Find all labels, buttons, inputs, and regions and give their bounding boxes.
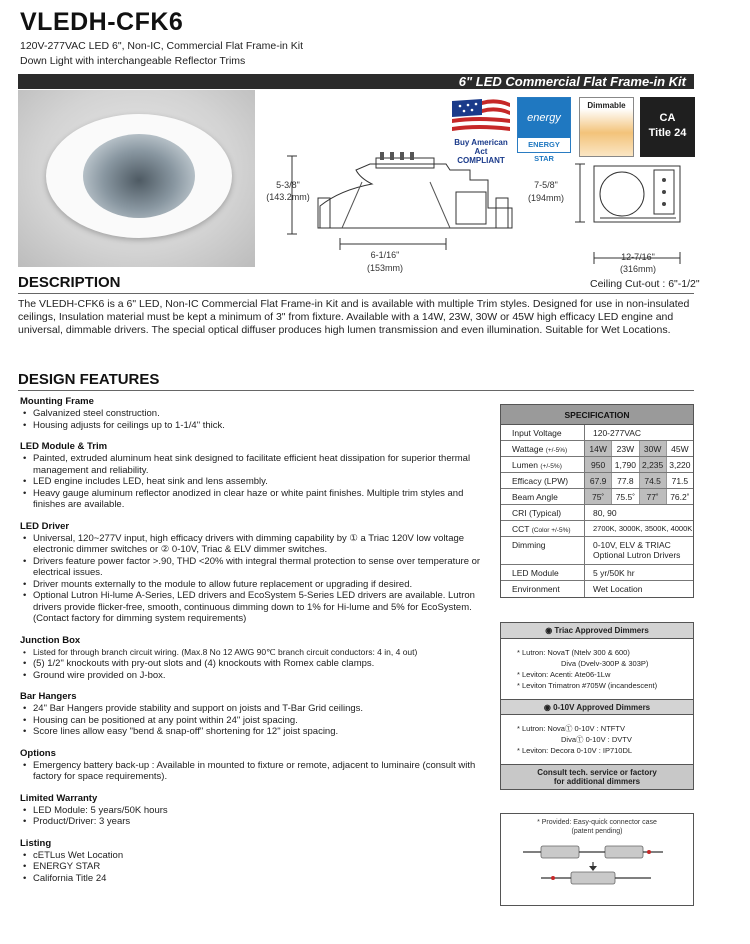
connector-box — [500, 813, 694, 906]
front-view-drawing — [280, 150, 520, 265]
spec-row-wattage — [501, 441, 693, 457]
features-list — [20, 396, 490, 894]
feature-item: • Universal, 120~277V input, high efficacy drivers with dimming capability by ① a Triac 120V low voltage electronic dimmer switches or ② 0-10V, Triac & ELV dimmer switches. — [20, 533, 490, 556]
height-dim-mm: (143.2mm) — [266, 192, 310, 202]
feature-item: • California Title 24 — [20, 873, 490, 885]
feature-group-items — [20, 805, 490, 828]
product-title: VLEDH-CFK6 — [20, 8, 184, 36]
side-width-dim-in: 12-7/16" — [621, 252, 655, 262]
dimmable-text: Dimmable — [587, 101, 626, 110]
features-rule — [18, 390, 694, 391]
spec-cell: 14W — [585, 441, 612, 456]
spec-row-dimming — [501, 537, 693, 565]
feature-group-items — [20, 850, 490, 885]
reflector-cone — [83, 134, 195, 218]
spec-cell: 1,790 — [612, 457, 639, 472]
feature-group-items — [20, 408, 490, 431]
dimmer-item: * Lutron: NovaT (Ntelv 300 & 600) — [517, 648, 630, 657]
spec-label-text: Wattage — [512, 444, 544, 454]
feature-group-title: LED Driver — [20, 520, 70, 532]
feature-group-title: Listing — [20, 837, 52, 849]
spec-label: Input Voltage — [501, 425, 585, 440]
spec-cell: 2,235 — [640, 457, 667, 472]
spec-cells — [585, 473, 693, 488]
consult-note — [501, 764, 693, 789]
spec-row-lumen — [501, 457, 693, 473]
spec-row-beam-angle — [501, 489, 693, 505]
spec-label-note: (Color +/-5%) — [531, 527, 571, 534]
spec-label: LED Module — [501, 565, 585, 580]
v10-dimmers-heading: ◉ 0-10V Approved Dimmers — [501, 699, 693, 715]
spec-label: Efficacy (LPW) — [501, 473, 585, 488]
triac-dimmers-list — [501, 639, 693, 699]
spec-label: Beam Angle — [501, 489, 585, 504]
spec-label: Dimming — [501, 537, 585, 564]
spec-cells — [585, 489, 693, 504]
feature-group-items — [20, 533, 490, 625]
us-flag-icon — [448, 97, 514, 133]
product-subtitle-1: 120V-277VAC LED 6", Non-IC, Commercial Flat Frame-in Kit — [20, 40, 304, 52]
width-dim-mm: (153mm) — [366, 263, 403, 273]
spec-row-led-module — [501, 565, 693, 581]
spec-cell: 77.8 — [612, 473, 639, 488]
spec-value: Wet Location — [593, 584, 643, 594]
feature-item: • Driver mounts externally to the module to allow future replacement or upgrading if desired. — [20, 579, 490, 591]
specification-table — [500, 404, 694, 598]
description-rule — [18, 293, 694, 294]
spec-row-input-voltage — [501, 425, 693, 441]
spec-label-note: (+/-5%) — [545, 447, 568, 454]
spec-row-efficacy — [501, 473, 693, 489]
spec-cell: 3,220 — [669, 460, 691, 470]
feature-item: • cETLus Wet Location — [20, 850, 490, 862]
feature-group-title: Mounting Frame — [20, 396, 94, 407]
spec-label: CRI (Typical) — [501, 505, 585, 520]
feature-item: • Score lines allow easy "bend & snap-off" shortening for 12" joist spacing. — [20, 726, 490, 738]
spec-label — [501, 441, 585, 456]
spec-label-text: CCT — [512, 524, 530, 534]
connector-note — [501, 814, 693, 836]
spec-label: Environment — [501, 581, 585, 597]
side-height-dim-in: 7-5/8" — [534, 180, 558, 190]
v10-dimmers-heading-text: 0-10V Approved Dimmers — [553, 703, 651, 712]
feature-group-items — [20, 647, 490, 682]
spec-value: 2700K, 3000K, 3500K, 4000K — [593, 524, 693, 533]
spec-value: 120-277VAC — [593, 428, 642, 438]
spec-row-environment — [501, 581, 693, 597]
spec-cell: 77˚ — [640, 489, 667, 504]
side-height-dim-mm: (194mm) — [527, 193, 564, 203]
spec-cell: 67.9 — [585, 473, 612, 488]
v10-dimmers-list — [501, 715, 693, 764]
description-heading: DESCRIPTION — [18, 274, 121, 291]
width-dim-in: 6-1/16" — [370, 250, 400, 260]
feature-group-items — [20, 703, 490, 738]
energy-star-text: ENERGY STAR — [518, 138, 570, 152]
spec-row-cct — [501, 521, 693, 537]
connector-illustration — [501, 836, 693, 896]
feature-item: • LED Module: 5 years/50K hours — [20, 805, 490, 817]
height-dim-in: 5-3/8" — [276, 180, 300, 190]
description-text: The VLEDH-CFK6 is a 6" LED, Non-IC Commercial Flat Frame-in Kit and is available with multiple Trim styles. Designed for use in non-insulated ceilings, Insulation material must be kept a minimum of 3" from fixture. Available with a 14W, 23W, 30W or 45W high efficacy LED engine and universal, dimmable drivers. The special optical diffuser produces high lumen transmission and even illumination. Suitable for Wet Locations. — [18, 298, 690, 336]
spec-cell: 74.5 — [640, 473, 667, 488]
feature-group-title: Options — [20, 747, 56, 759]
feature-item: • ENERGY STAR — [20, 861, 490, 873]
dimmer-item: * Lutron: NovaⓉ 0-10V : NTFTV — [517, 724, 625, 733]
product-banner: 6" LED Commercial Flat Frame-in Kit — [18, 74, 694, 89]
spec-cell: 950 — [585, 457, 612, 472]
feature-item: • Heavy gauge aluminum reflector anodized in clear haze or white paint finishes. Multiple trim styles and finishes are available. — [20, 488, 490, 511]
spec-cell: 71.5 — [671, 476, 689, 486]
feature-item: • (5) 1/2" knockouts with pry-out slots and (4) knockouts with Romex cable clamps. — [20, 658, 490, 670]
triac-dimmers-heading: ◉ Triac Approved Dimmers — [501, 623, 693, 639]
spec-label-note: (+/-5%) — [540, 463, 562, 470]
spec-cells — [585, 457, 693, 472]
consult-note-line: for additional dimmers — [553, 777, 641, 786]
feature-item: • Painted, extruded aluminum heat sink designed to facilitate efficient heat dissipation for superior thermal management and reliability. — [20, 453, 490, 476]
spec-cell: 75.5˚ — [612, 489, 639, 504]
spec-label — [501, 457, 585, 472]
spec-value — [585, 537, 693, 564]
ca-title-24-badge — [640, 97, 695, 157]
spec-value-line: Optional Lutron Drivers — [593, 550, 681, 560]
product-photo — [18, 90, 255, 267]
energy-star-badge — [517, 97, 571, 163]
dimmer-item: DivaⓉ 0-10V : DVTV — [561, 735, 632, 744]
feature-item: • Product/Driver: 3 years — [20, 816, 490, 828]
spec-cell: 75˚ — [585, 489, 612, 504]
spec-heading: SPECIFICATION — [501, 405, 693, 425]
buy-american-text: Buy American Act — [454, 138, 508, 156]
spec-row-cri — [501, 505, 693, 521]
feature-item: • Housing can be positioned at any point within 24" joist spacing. — [20, 715, 490, 727]
spec-value: 5 yr/50K hr — [593, 568, 635, 578]
compliant-text: COMPLIANT — [457, 156, 505, 165]
spec-value: 80, 90 — [593, 508, 617, 518]
feature-item: • Emergency battery back-up : Available in mounted to fixture or remote, adjacent to luminaire (consult with factory for space requirements). — [20, 760, 490, 783]
spec-cell: 23W — [612, 441, 639, 456]
feature-item: • Optional Lutron Hi-lume A-Series, LED drivers and EcoSystem 5-Series LED drivers are available. Lutron drivers provide flicker-free, smooth, continuous dimming down to 1% for Hi-lume and 5% for EcoSystem. (Contact factory for dimming system requirements) — [20, 590, 490, 625]
spec-value-line: 0-10V, ELV & TRIAC — [593, 540, 671, 550]
spec-cell: 76.2˚ — [670, 492, 690, 502]
feature-group-title: Junction Box — [20, 634, 81, 646]
title-24-text: Title 24 — [648, 127, 687, 139]
product-subtitle-2: Down Light with interchangeable Reflector Trims — [20, 55, 246, 67]
feature-item: • Drivers feature power factor >.90, THD <20% with integral thermal protection to sense over temperature or electrical issues. — [20, 556, 490, 579]
dimmer-item: * Leviton: Acenti: Ate06-1Lw — [517, 670, 611, 679]
spec-label — [501, 521, 585, 536]
feature-item: • Ground wire provided on J-box. — [20, 670, 490, 682]
buy-american-badge — [448, 97, 514, 165]
dimmer-item: Diva (Dvelv-300P & 303P) — [561, 659, 649, 668]
feature-item: • 24" Bar Hangers provide stability and support on joists and T-Bar Grid ceilings. — [20, 703, 490, 715]
feature-group-title: Bar Hangers — [20, 691, 77, 702]
spec-cell: 30W — [640, 441, 667, 456]
connector-note-line: * Provided: Easy-quick connector case — [537, 819, 657, 826]
ceiling-cutout: Ceiling Cut-out : 6"-1/2" — [590, 278, 700, 290]
side-width-dim-mm: (316mm) — [619, 264, 656, 274]
feature-item: • LED engine includes LED, heat sink and lens assembly. — [20, 476, 490, 488]
feature-group-items — [20, 453, 490, 511]
spec-label-text: Lumen — [512, 460, 538, 470]
approved-dimmers-box — [500, 622, 694, 790]
triac-dimmers-heading-text: Triac Approved Dimmers — [554, 626, 649, 635]
feature-item: • Housing adjusts for ceilings up to 1-1/4" thick. — [20, 420, 490, 432]
dimmable-badge — [579, 97, 634, 157]
features-heading: DESIGN FEATURES — [18, 371, 160, 388]
spec-cell: 45W — [671, 444, 689, 454]
feature-item: • Listed for through branch circuit wiring. (Max.8 No 12 AWG 90℃ branch circuit conductors: 4 in, 4 out) — [20, 647, 490, 659]
feature-group-title: Limited Warranty — [20, 792, 98, 804]
spec-cells — [585, 441, 693, 456]
feature-group-items — [20, 760, 490, 783]
dimmer-item: * Leviton Trimatron #705W (incandescent) — [517, 681, 658, 690]
connector-note-line: (patent pending) — [571, 828, 623, 835]
consult-note-line: Consult tech. service or factory — [537, 768, 657, 777]
ca-text: CA — [659, 112, 676, 124]
energy-star-logo: energy — [518, 98, 570, 138]
feature-item: • Galvanized steel construction. — [20, 408, 490, 420]
feature-group-title: LED Module & Trim — [20, 441, 108, 452]
dimmer-item: * Leviton: Decora 0-10V : IP710DL — [517, 746, 633, 755]
